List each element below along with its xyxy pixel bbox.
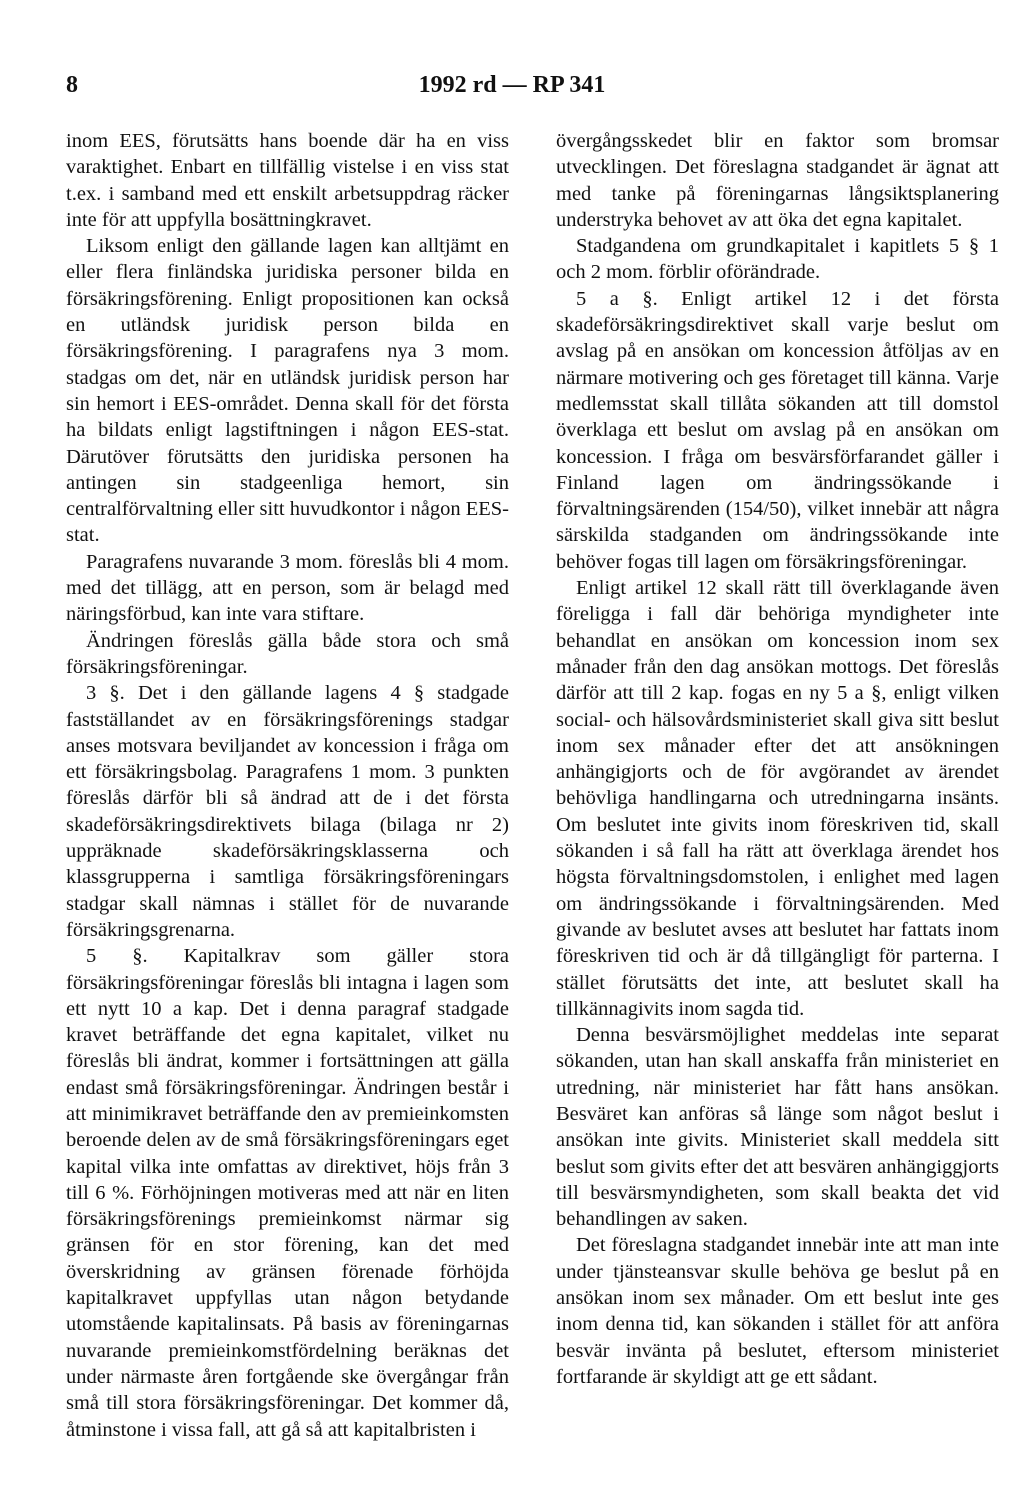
paragraph: Denna besvärsmöjlighet meddelas inte separat sökanden, utan han skall anskaffa från ministeriet en utredning, när ministeriet har fått hans ansökan. Besväret kan anföras så länge som något beslut i ansökan inte givits. Ministeriet skall meddela sitt beslut som givits efter det att besvären anhängiggjorts till besvärsmyndigheten, som skall beakta det vid behandlingen av saken. [556,1024,999,1231]
right-column [556,128,999,1390]
paragraph: övergångsskedet blir en faktor som bromsar utvecklingen. Det föreslagna stadgandet är ägnat att med tanke på föreningarnas långsiktsplanering understryka behovet av att öka det egna kapitalet. [556,130,999,231]
paragraph: Liksom enligt den gällande lagen kan alltjämt en eller flera finländska juridiska personer bilda en försäkringsförening. Enligt propositionen kan också en utländsk juridisk person bilda en försäkringsförening. I paragrafens nya 3 mom. stadgas om det, när en utländsk juridisk person har sin hemort i EES-området. Denna skall för det första ha bildats enligt lagstiftningen i någon EES-stat. Därutöver förutsätts den juridiska personen ha antingen sin stadgeenliga hemort, sin centralförvaltning eller sitt huvudkontor i någon EES-stat. [66,235,509,547]
running-header: 1992 rd — RP 341 [418,72,606,98]
paragraph: Ändringen föreslås gälla både stora och små försäkringsföreningar. [66,629,509,678]
page-number: 8 [66,72,78,98]
paragraph: 3 §. Det i den gällande lagens 4 § stadgade fastställandet av en försäkringsförenings stadgar anses motsvara beviljandet av koncession i fråga om ett försäkringsbolag. Paragrafens 1 mom. 3 punkten föreslås därför bli så ändrad att de i det första skadeförsäkringsdirektivets bilaga (bilaga nr 2) uppräknade skadeförsäkringsklasserna och klassgrupperna i samtliga försäkringsföreningars stadgar skall nämnas i stället för de nuvarande försäkringsgrenarna. [66,682,509,941]
paragraph: Paragrafens nuvarande 3 mom. föreslås bli 4 mom. med det tillägg, att en person, som är belagd med näringsförbud, kan inte vara stiftare. [66,550,509,626]
paragraph: Stadgandena om grundkapitalet i kapitlets 5 § 1 och 2 mom. förblir oförändrade. [556,235,999,284]
paragraph: Enligt artikel 12 skall rätt till överklagande även föreligga i fall där behöriga myndigheter inte behandlat en ansökan om koncession inom sex månader från den dag ansökan mottogs. Det föreslås därför att till 2 kap. fogas en ny 5 a §, enligt vilken social- och hälsovårdsministeriet skall giva sitt beslut inom sex månader efter det att ansökningen anhängigjorts och de för avgörandet av ärendet behövliga handlingarna och utredningarna insänts. Om beslutet inte givits inom föreskriven tid, skall sökanden i så fall ha rätt att överklaga ärendet hos högsta förvaltningsdomstolen, i enlighet med lagen om ändringssökande i förvaltningsärenden. Med givande av beslutet avses att beslutet har fattats inom föreskriven tid och är då tillgängligt för parterna. I stället förutsätts det inte, att beslutet skall ha tillkännagivits inom sagda tid. [556,577,999,1020]
paragraph: Det föreslagna stadgandet innebär inte att man inte under tjänsteansvar skulle behöva ge beslut på en ansökan inom sex månader. Om ett beslut inte ges inom denna tid, kan sökanden i stället för att anföra besvär invänta på beslutet, eftersom ministeriet fortfarande är skyldigt att ge ett sådant. [556,1234,999,1388]
paragraph: inom EES, förutsätts hans boende där ha en viss varaktighet. Enbart en tillfällig vistelse i en viss stat t.ex. i samband med ett enskilt arbetsuppdrag räcker inte för att uppfylla bosättningkravet. [66,130,509,231]
paragraph: 5 a §. Enligt artikel 12 i det första skadeförsäkringsdirektivet skall varje beslut om avslag på en ansökan om koncession åtföljas av en närmare motivering och ges företaget till känna. Varje medlemsstat skall tillåta sökanden att till domstol överklaga ett beslut om avslag på en ansökan om koncession. I fråga om besvärsförfarandet gäller i Finland lagen om ändringssökande i förvaltningsärenden (154/50), vilket innebär att några särskilda stadganden om ändringssökande inte behöver fogas till lagen om försäkringsföreningar. [556,287,999,573]
paragraph: 5 §. Kapitalkrav som gäller stora försäkringsföreningar föreslås bli intagna i lagen som ett nytt 10 a kap. Det i denna paragraf stadgade kravet beträffande det egna kapitalet, vilket nu föreslås bli ändrat, kommer i fortsättningen att gälla endast små försäkringsföreningar. Ändringen består i att minimikravet beträffande den av premieinkomsten beroende delen av de små försäkringsföreningars eget kapital vilka inte omfattas av direktivet, höjs från 3 till 6 %. Förhöjningen motiveras med att när en liten försäkringsförenings premieinkomst närmar sig gränsen för en stor förening, kan det med överskridning av gränsen förenade förhöjda kapitalkravet uppfyllas utan någon betydande utomstående kapitalinsats. På basis av föreningarnas nuvarande premieinkomstfördelning beräknas det under närmaste åren fortgående ske övergångar från små till stora försäkringsföreningar. Det kommer då, åtminstone i vissa fall, att gå så att kapitalbristen i [66,945,509,1441]
left-column [66,128,509,1443]
